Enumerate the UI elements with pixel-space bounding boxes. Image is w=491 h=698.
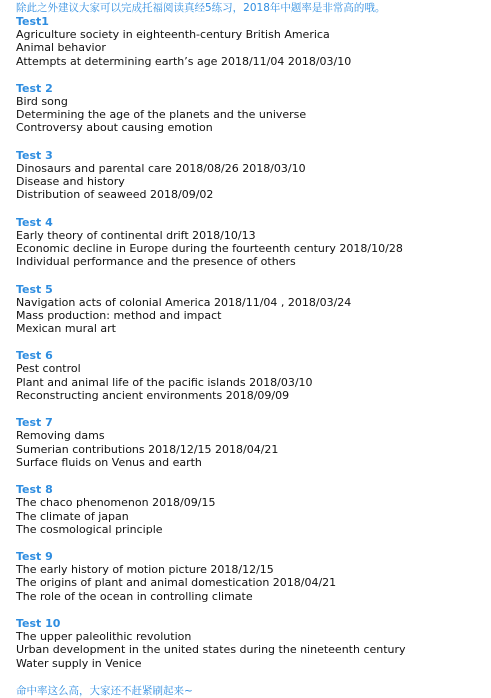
test-section (16, 283, 486, 336)
reading-topic: The chaco phenomenon 2018/09/15 (16, 496, 216, 510)
reading-topic: Removing dams (16, 429, 105, 443)
reading-topic: Water supply in Venice (16, 656, 142, 670)
reading-topic: Controversy about causing emotion (16, 121, 213, 135)
intro-note: 除此之外建议大家可以完成托福阅读真经5练习，2018年中题率是非常高的哦。 (16, 2, 386, 14)
reading-topic: Urban development in the united states during the nineteenth century (16, 643, 406, 657)
test-section (16, 617, 486, 670)
test-title: Test 7 (16, 416, 53, 430)
reading-topic: Mexican mural art (16, 322, 116, 336)
test-title: Test 4 (16, 215, 53, 229)
test-section (16, 15, 486, 68)
reading-topic: The role of the ocean in controlling climate (16, 589, 253, 603)
reading-topic: The cosmological principle (16, 522, 163, 536)
test-title: Test 10 (16, 617, 61, 631)
test-title: Test 5 (16, 282, 53, 296)
reading-topic: Animal behavior (16, 41, 106, 55)
reading-topic: Pest control (16, 362, 81, 376)
reading-topic: The upper paleolithic revolution (16, 630, 192, 644)
test-title: Test 6 (16, 349, 53, 363)
test-section (16, 349, 486, 402)
test-section (16, 550, 486, 603)
reading-topic: Economic decline in Europe during the fourteenth century 2018/10/28 (16, 241, 403, 255)
reading-topic: Bird song (16, 94, 68, 108)
reading-topic: The origins of plant and animal domestication 2018/04/21 (16, 576, 337, 590)
reading-topic: The early history of motion picture 2018/12/15 (16, 563, 274, 577)
test-title: Test 3 (16, 148, 53, 162)
reading-topic: Reconstructing ancient environments 2018/09/09 (16, 389, 290, 403)
test-section (16, 483, 486, 536)
reading-topic: Individual performance and the presence of others (16, 255, 296, 269)
test-title: Test 2 (16, 81, 53, 95)
reading-topic: Disease and history (16, 175, 125, 189)
test-title: Test 9 (16, 550, 53, 564)
test-section (16, 216, 486, 269)
reading-topic: Sumerian contributions 2018/12/15 2018/04/21 (16, 442, 279, 456)
test-section (16, 82, 486, 135)
test-section (16, 149, 486, 202)
outro-note: 命中率这么高，大家还不赶紧刷起来~ (16, 684, 193, 697)
reading-topic: Attempts at determining earth’s age 2018/11/04 2018/03/10 (16, 54, 352, 68)
reading-topic: Agriculture society in eighteenth-century British America (16, 28, 330, 41)
reading-topic: Distribution of seaweed 2018/09/02 (16, 188, 214, 202)
test-list (16, 15, 486, 670)
reading-topic: Surface fluids on Venus and earth (16, 455, 202, 469)
reading-topic: Determining the age of the planets and the universe (16, 108, 307, 122)
test-section (16, 416, 486, 469)
reading-topic: Dinosaurs and parental care 2018/08/26 2018/03/10 (16, 161, 306, 175)
document-page (16, 0, 486, 698)
reading-topic: Early theory of continental drift 2018/10/13 (16, 228, 256, 242)
reading-topic: Navigation acts of colonial America 2018/11/04 , 2018/03/24 (16, 295, 352, 309)
test-title: Test 8 (16, 483, 53, 497)
reading-topic: The climate of japan (16, 509, 129, 523)
reading-topic: Plant and animal life of the pacific islands 2018/03/10 (16, 375, 313, 389)
reading-topic: Mass production: method and impact (16, 308, 222, 322)
test-title: Test1 (16, 15, 49, 28)
